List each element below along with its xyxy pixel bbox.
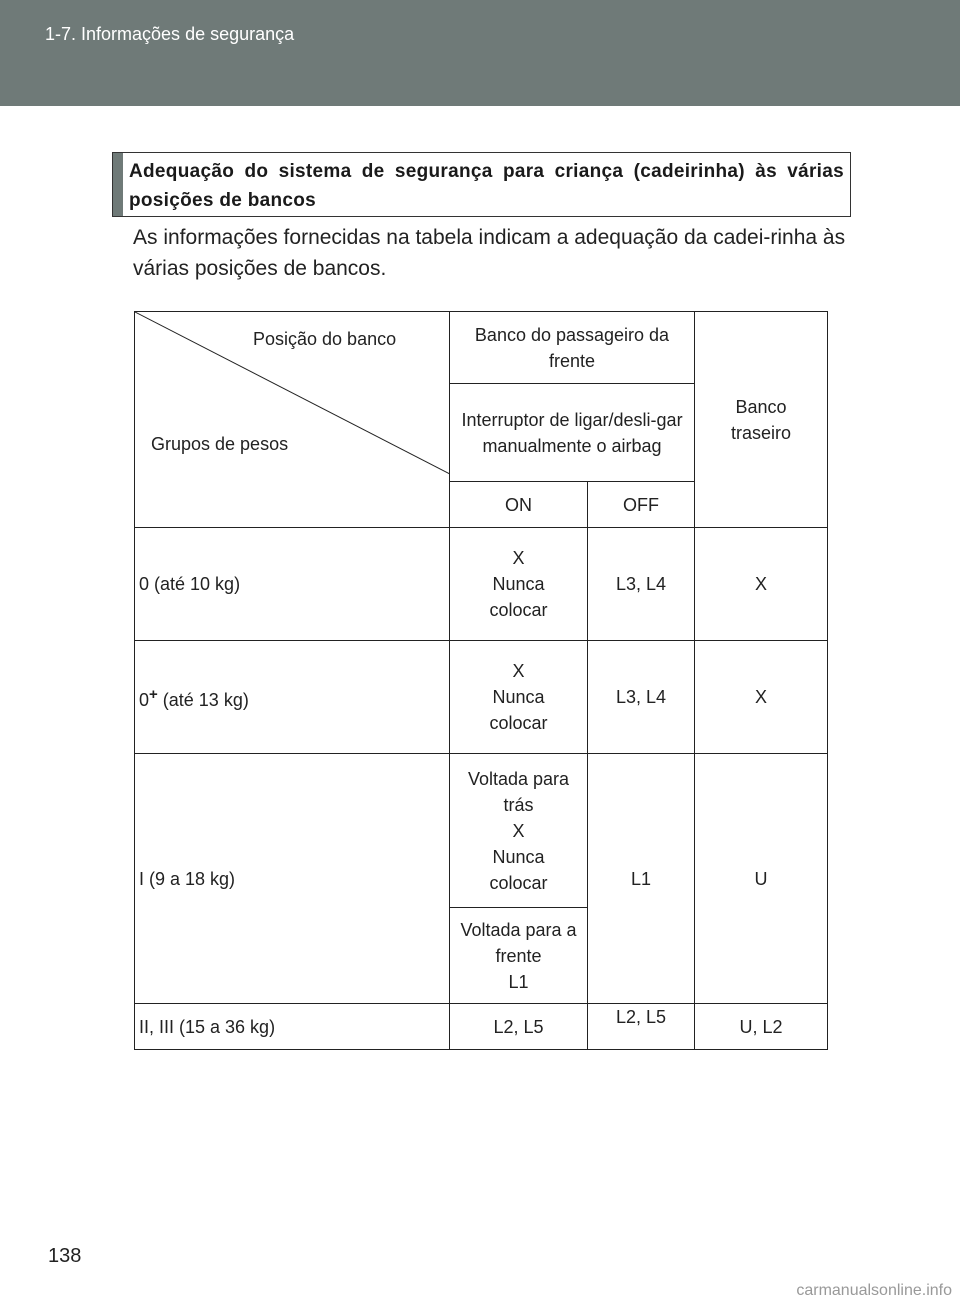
watermark-text: carmanualsonline.info (796, 1282, 952, 1299)
weight-groups-label: Grupos de pesos (151, 434, 289, 454)
forward-facing-label: Voltada para a frente (460, 919, 577, 966)
on-header: ON (450, 482, 588, 528)
off-cell: L2, L5 (588, 1004, 695, 1050)
header-band (0, 0, 960, 106)
on-cell: L2, L5 (450, 1004, 588, 1050)
on-cell-note: Nunca colocar (489, 574, 548, 620)
table-row (135, 754, 828, 908)
on-forward-facing-cell (450, 908, 588, 1004)
rear-facing-x: X (512, 820, 525, 841)
off-cell: L3, L4 (588, 641, 695, 754)
on-cell (450, 641, 588, 754)
weight-group-cell: I (9 a 18 kg) (135, 754, 450, 1004)
rear-cell: X (695, 641, 828, 754)
on-cell (450, 528, 588, 641)
table-row (135, 641, 828, 754)
table-row (135, 1004, 828, 1050)
section-heading: Adequação do sistema de segurança para criança (cadeirinha) às várias posições de bancos (129, 161, 844, 211)
section-heading-box (112, 152, 851, 217)
seat-position-label: Posição do banco (253, 329, 397, 349)
airbag-switch-header: Interruptor de ligar/desli-gar manualmente o airbag (450, 384, 695, 482)
intro-paragraph: As informações fornecidas na tabela indicam a adequação da cadei-rinha às várias posições de bancos. (133, 226, 846, 280)
rear-seat-header (695, 312, 828, 528)
on-cell-note: Nunca colocar (489, 687, 548, 733)
rear-cell: U (695, 754, 828, 1004)
on-cell-x: X (512, 661, 525, 681)
page-number: 138 (48, 1245, 82, 1267)
rear-seat-label: Banco traseiro (731, 396, 792, 443)
heading-accent-bar (113, 153, 123, 216)
weight-group-cell (135, 641, 450, 754)
off-cell: L1 (588, 754, 695, 1004)
rear-cell: X (695, 528, 828, 641)
table-row (135, 528, 828, 641)
off-header: OFF (588, 482, 695, 528)
weight-group-cell: II, III (15 a 36 kg) (135, 1004, 450, 1050)
rear-cell: U, L2 (695, 1004, 828, 1050)
rear-facing-label: Voltada para trás (467, 768, 570, 815)
forward-facing-value: L1 (508, 971, 529, 992)
front-seat-header: Banco do passageiro da frente (450, 312, 695, 384)
breadcrumb: 1-7. Informações de segurança (45, 24, 295, 44)
weight-group-cell: 0 (até 10 kg) (135, 528, 450, 641)
weight-group-base: 0 (139, 689, 150, 710)
off-cell: L3, L4 (588, 528, 695, 641)
rear-facing-note: Nunca colocar (489, 846, 548, 893)
seat-suitability-table (134, 311, 828, 1050)
on-rear-facing-cell (450, 754, 588, 908)
corner-header-cell (135, 312, 450, 528)
weight-group-superscript: + (149, 685, 158, 703)
on-cell-x: X (512, 548, 525, 568)
weight-group-rest: (até 13 kg) (157, 689, 249, 710)
